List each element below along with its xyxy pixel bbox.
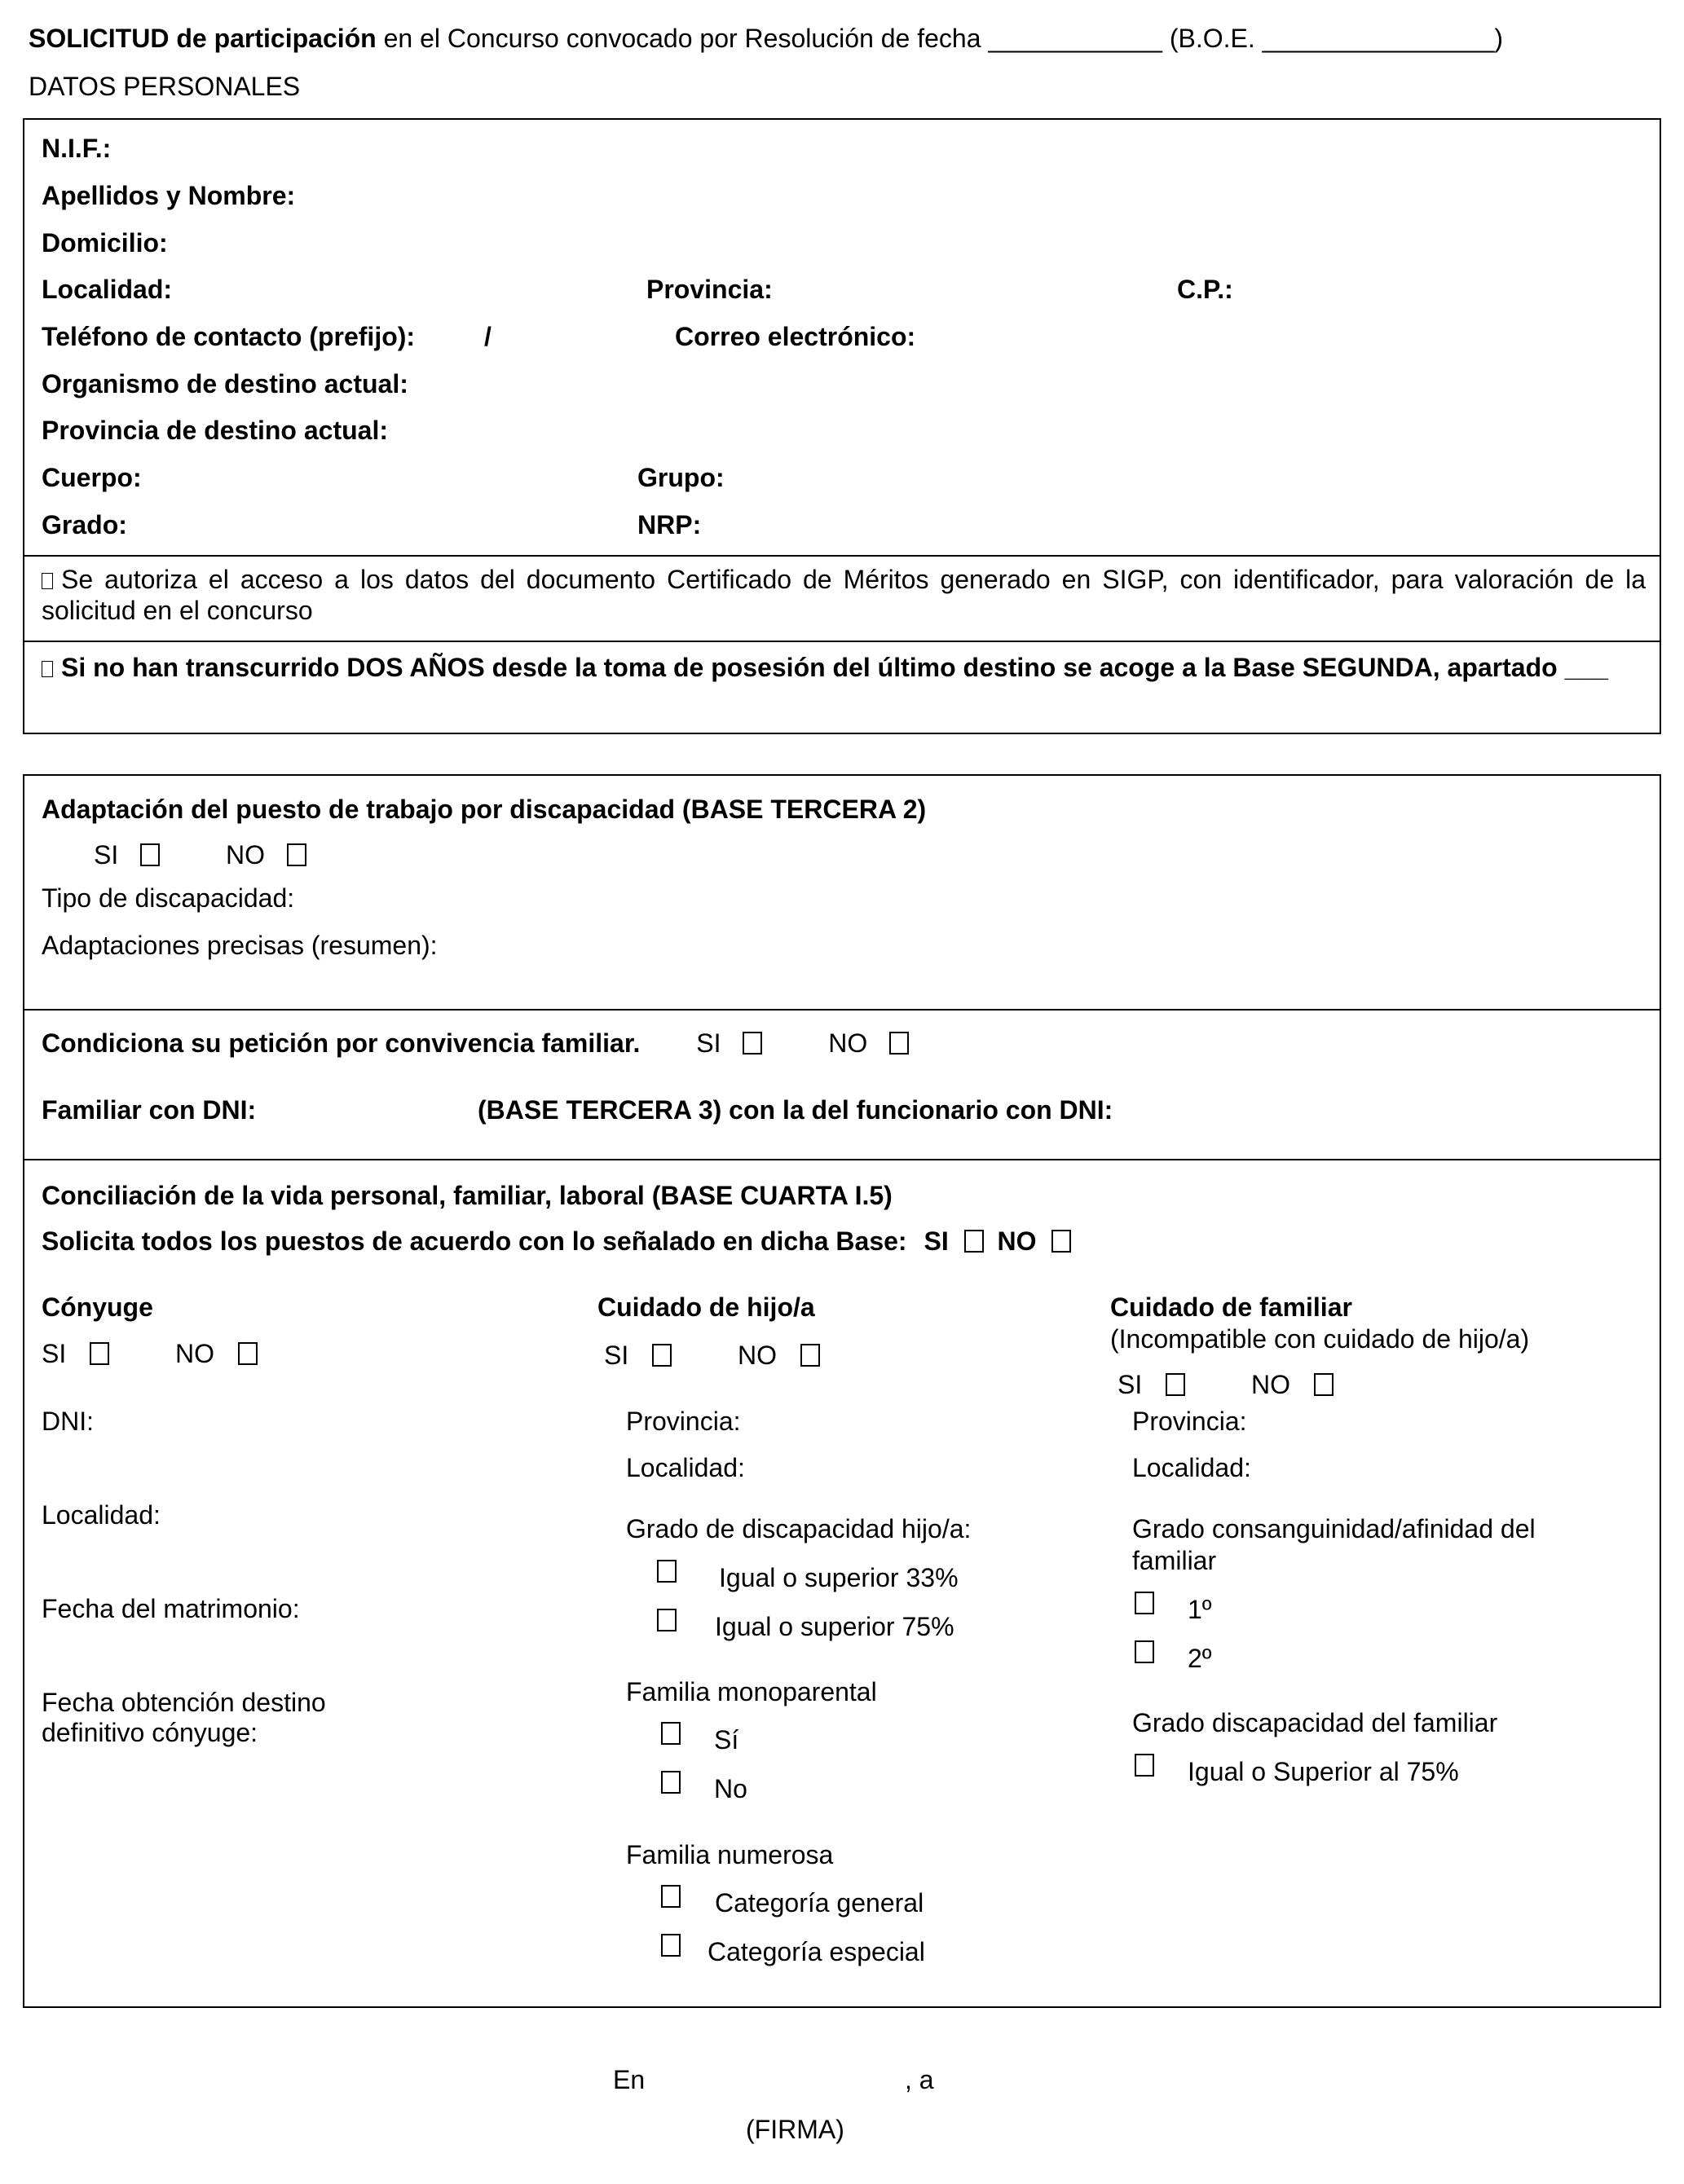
consanguinidad-line1: Grado consanguinidad/afinidad del [1132,1514,1536,1543]
monoparental-no-checkbox[interactable] [661,1771,681,1794]
familiar-si-label: SI [1118,1370,1143,1399]
monoparental-si-checkbox[interactable] [661,1722,681,1745]
familiar-no-label: NO [1251,1370,1291,1399]
convivencia-si-label: SI [696,1028,721,1058]
segundo-checkbox[interactable] [1135,1640,1154,1663]
grado-label: Grado: [42,510,127,539]
hijo-no-label: NO [738,1341,778,1370]
nif-label: N.I.F.: [42,134,112,163]
conyuge-no-label: NO [175,1339,215,1368]
hijo-provincia-label: Provincia: [626,1407,741,1436]
dos-anos-label: Si no han transcurrido DOS AÑOS desde la toma de posesión del último destino se acoge a la Base SEGUNDA, apartado ___ [61,653,1608,682]
numerosa-especial-checkbox[interactable] [661,1934,681,1957]
nrp-label: NRP: [637,510,702,539]
familiar-dni-label: Familiar con DNI: [42,1095,257,1125]
familiar-si-checkbox[interactable] [1166,1373,1185,1396]
conciliacion-title: Conciliación de la vida personal, familiar, laboral (BASE CUARTA I.5) [42,1181,893,1210]
footer-a: , a [905,2065,934,2094]
divider [23,1009,1661,1011]
form-title [29,23,1503,54]
correo-label: Correo electrónico: [675,322,916,351]
familiar-localidad-label: Localidad: [1132,1453,1251,1482]
authorization-checkbox[interactable] [42,573,53,589]
hijo-title: Cuidado de hijo/a [597,1292,815,1322]
form-title-rest: en el Concurso convocado por Resolución de fecha ____________ (B.O.E. ________________) [383,24,1504,53]
divider [23,555,1661,557]
convivencia-row [42,1028,909,1059]
familiar-subtitle: (Incompatible con cuidado de hijo/a) [1110,1324,1530,1354]
hijo-options [604,1340,820,1371]
section-datos-personales: DATOS PERSONALES [29,72,301,101]
solicita-no-label: NO [997,1226,1037,1256]
hijo-si-checkbox[interactable] [652,1344,672,1367]
solicita-row [42,1226,1071,1257]
conyuge-dni-label: DNI: [42,1407,94,1436]
divider [23,641,1661,642]
grado-75-checkbox[interactable] [657,1609,677,1631]
solicita-label: Solicita todos los puestos de acuerdo con lo señalado en dicha Base: [42,1226,907,1256]
fecha-destino-line1: Fecha obtención destino [42,1688,326,1717]
firma-label: (FIRMA) [746,2115,844,2144]
convivencia-base-label: (BASE TERCERA 3) con la del funcionario con DNI: [478,1095,1113,1125]
adaptaciones-label: Adaptaciones precisas (resumen): [42,931,438,960]
segundo-label: 2º [1188,1644,1212,1673]
conyuge-si-label: SI [42,1339,67,1368]
convivencia-no-label: NO [828,1028,868,1058]
numerosa-general-label: Categoría general [715,1888,924,1918]
hijo-no-checkbox[interactable] [800,1344,820,1367]
hijo-localidad-label: Localidad: [626,1453,745,1482]
solicita-no-checkbox[interactable] [1051,1230,1071,1253]
convivencia-si-checkbox[interactable] [743,1032,762,1055]
primero-checkbox[interactable] [1135,1592,1154,1614]
monoparental-si-label: Sí [714,1725,739,1755]
primero-label: 1º [1188,1595,1212,1624]
adaptacion-no-label: NO [226,840,266,870]
grupo-label: Grupo: [637,463,725,492]
provincia-label: Provincia: [646,275,773,304]
numerosa-label: Familia numerosa [626,1840,834,1869]
adaptacion-options [94,839,306,870]
monoparental-label: Familia monoparental [626,1677,877,1706]
adaptacion-no-checkbox[interactable] [287,843,306,866]
localidad-label: Localidad: [42,275,173,304]
numerosa-especial-label: Categoría especial [708,1937,925,1966]
grado-33-label: Igual o superior 33% [719,1563,959,1592]
grado-33-checkbox[interactable] [657,1560,677,1583]
solicita-si-checkbox[interactable] [964,1230,984,1253]
adaptacion-si-checkbox[interactable] [140,843,160,866]
solicita-si-label: SI [924,1226,949,1256]
form-title-bold: SOLICITUD de participación [29,24,377,53]
tipo-discapacidad-label: Tipo de discapacidad: [42,883,295,913]
familiar-options [1118,1369,1334,1400]
conyuge-localidad-label: Localidad: [42,1500,161,1530]
conyuge-no-checkbox[interactable] [238,1342,258,1365]
familiar-title: Cuidado de familiar [1110,1292,1352,1322]
authorization-text [42,564,1646,627]
dos-anos-text [42,652,1646,683]
fecha-matrimonio-label: Fecha del matrimonio: [42,1594,300,1623]
grado-75-label: Igual o superior 75% [715,1612,954,1641]
conyuge-title: Cónyuge [42,1292,153,1322]
dos-anos-checkbox[interactable] [42,661,53,677]
conyuge-si-checkbox[interactable] [90,1342,109,1365]
telefono-separator: / [484,322,492,351]
cp-label: C.P.: [1177,275,1233,304]
monoparental-no-label: No [714,1774,747,1803]
divider [23,1159,1661,1160]
conyuge-options [42,1338,258,1369]
fecha-destino-line2: definitivo cónyuge: [42,1718,258,1747]
adaptacion-title: Adaptación del puesto de trabajo por discapacidad (BASE TERCERA 2) [42,795,927,824]
apellidos-label: Apellidos y Nombre: [42,181,296,210]
footer-en: En [613,2065,646,2094]
provincia-destino-label: Provincia de destino actual: [42,416,388,445]
familiar-75-checkbox[interactable] [1135,1754,1154,1777]
numerosa-general-checkbox[interactable] [661,1885,681,1908]
organismo-label: Organismo de destino actual: [42,369,408,398]
telefono-label: Teléfono de contacto (prefijo): [42,322,416,351]
adaptacion-si-label: SI [94,840,119,870]
cuerpo-label: Cuerpo: [42,463,142,492]
familiar-provincia-label: Provincia: [1132,1407,1247,1436]
consanguinidad-line2: familiar [1132,1546,1217,1575]
domicilio-label: Domicilio: [42,228,168,258]
convivencia-no-checkbox[interactable] [889,1032,909,1055]
hijo-grado-label: Grado de discapacidad hijo/a: [626,1514,972,1543]
familiar-discapacidad-label: Grado discapacidad del familiar [1132,1708,1498,1737]
authorization-label: Se autoriza el acceso a los datos del documento Certificado de Méritos generado en SIGP, con identificador, para valoración de la solicitud en el concurso [42,565,1646,626]
hijo-si-label: SI [604,1341,629,1370]
familiar-75-label: Igual o Superior al 75% [1188,1757,1459,1786]
familiar-no-checkbox[interactable] [1314,1373,1334,1396]
convivencia-title: Condiciona su petición por convivencia familiar. [42,1028,641,1058]
